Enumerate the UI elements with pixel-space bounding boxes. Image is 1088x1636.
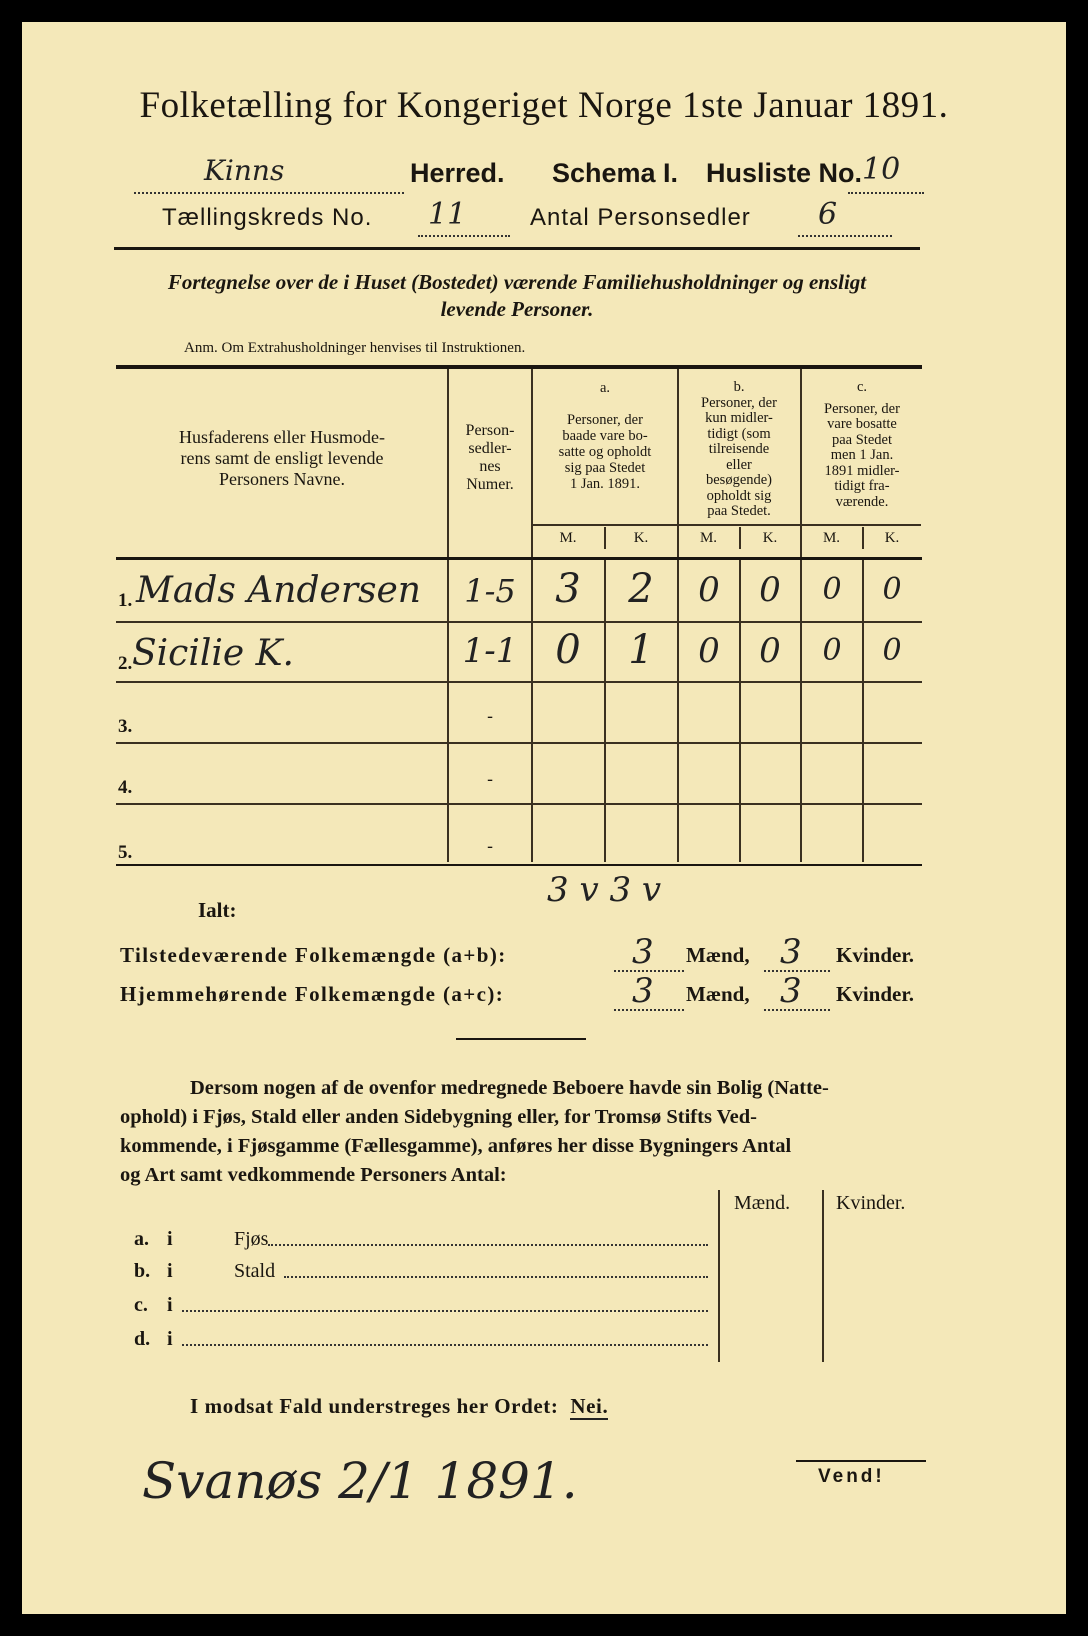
note-paragraph: Dersom nogen af de ovenfor medregnede Beboere havde sin Bolig (Natte- ophold) i Fjøs, Stald eller anden Sidebygning eller, for Tromsø Stifts Ved- kommende, i Fjøsgamme (Fællesgamme), anføres her disse Bygningers Antal og Art samt vedkommende Personers Antal:	[120, 1077, 829, 1186]
list-item: b. i Stald	[134, 1260, 718, 1283]
col-a-k: K.	[633, 530, 649, 546]
col-c-k: K.	[884, 530, 900, 546]
tilstede-m: 3	[632, 932, 654, 972]
tilstede-k: 3	[780, 932, 802, 972]
intro-line1: Fortegnelse over de i Huset (Bostedet) værende Familiehusholdninger og ensligt	[167, 270, 867, 294]
ialt-value: 3 v 3 v	[547, 870, 662, 910]
divider	[456, 1038, 586, 1040]
hjemme-maend: Mænd,	[686, 982, 750, 1006]
table-row: 4. -	[118, 769, 494, 798]
list-item: a. i Fjøs	[134, 1228, 718, 1251]
kreds-label: Tællingskreds No.	[162, 204, 373, 231]
anm-note: Anm. Om Extrahusholdninger henvises til Instruktionen.	[184, 340, 526, 356]
col-b-header: b. Personer, der kun midler- tidigt (som tilreisende eller besøgende) opholdt sig paa Stedet.	[701, 379, 777, 519]
col-num-header: Person- sedler- nes Numer.	[465, 422, 515, 493]
tilstede-kvinder: Kvinder.	[836, 943, 914, 967]
tilstede-maend: Mænd,	[686, 943, 750, 967]
row-name: Mads Andersen	[136, 570, 421, 611]
form-title: Folketælling for Kongeriget Norge 1ste Januar 1891.	[139, 85, 949, 126]
header-rule	[114, 247, 920, 250]
col-c-m: M.	[822, 530, 841, 546]
col-c-header: c. Personer, der vare bosatte paa Stedet men 1 Jan. 1891 midler- tidigt fra- værende.	[824, 379, 900, 510]
list-item: d. i	[134, 1328, 718, 1351]
hjemme-label: Hjemmehørende Folkemængde (a+c):	[120, 982, 505, 1006]
col-name-header: Husfaderens eller Husmode- rens samt de ensligt levende Personers Navne.	[179, 427, 385, 489]
col-b-m: M.	[699, 530, 718, 546]
herred-label: Herred.	[410, 158, 505, 188]
vend-label: Vend!	[818, 1466, 885, 1487]
col-b-k: K.	[762, 530, 778, 546]
table-row: 2. Sicilie K. 1-1 0 1 0 0 0 0	[118, 627, 902, 674]
row-name: Sicilie K.	[132, 633, 294, 674]
antal-field	[798, 197, 892, 237]
hjemme-k: 3	[780, 971, 802, 1011]
hjemme-m: 3	[632, 971, 654, 1011]
ialt-label: Ialt:	[198, 898, 237, 922]
maend-col-header: Mænd.	[734, 1192, 791, 1214]
husliste-value: 10	[862, 152, 901, 187]
list-item: c. i	[134, 1294, 718, 1317]
census-sheet	[22, 22, 1066, 1614]
table-row: 1. Mads Andersen 1-5 3 2 0 0 0 0	[118, 566, 902, 612]
col-a-header: a. Personer, der baade vare bo- satte og opholdt sig paa Stedet 1 Jan. 1891.	[558, 380, 652, 492]
antal-value: 6	[818, 197, 838, 232]
tilstede-label: Tilstedeværende Folkemængde (a+b):	[120, 943, 507, 967]
schema-label: Schema I.	[552, 158, 679, 188]
intro-line2: levende Personer.	[440, 297, 594, 321]
table-row: 3. -	[118, 706, 494, 737]
herred-value: Kinns	[204, 154, 285, 187]
hjemme-kvinder: Kvinder.	[836, 982, 914, 1006]
husliste-label: Husliste No.	[706, 158, 863, 188]
herred-field	[134, 154, 404, 194]
table-row: 5. -	[118, 836, 494, 863]
col-a-m: M.	[559, 530, 577, 546]
antal-label: Antal Personsedler	[530, 204, 751, 231]
kvinder-col-header: Kvinder.	[836, 1192, 906, 1214]
nei-word: Nei.	[570, 1394, 609, 1418]
modsat-text: I modsat Fald understreges her Ordet: Nei.	[190, 1394, 609, 1418]
kreds-field	[418, 197, 510, 237]
husliste-field	[848, 152, 924, 194]
signature: Svanøs 2/1 1891.	[142, 1452, 578, 1510]
kreds-value: 11	[428, 197, 467, 232]
